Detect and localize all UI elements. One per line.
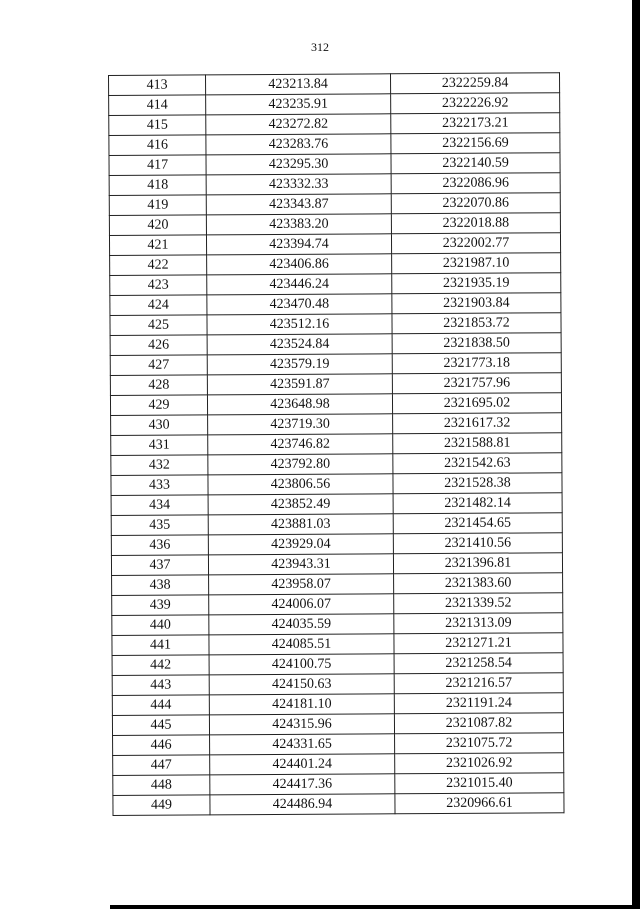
point-id-cell: 421: [109, 235, 206, 256]
y-coordinate-cell: 2320966.61: [395, 793, 564, 814]
y-coordinate-cell: 2321853.72: [392, 313, 561, 334]
y-coordinate-cell: 2322002.77: [391, 233, 560, 254]
x-coordinate-cell: 423213.84: [206, 74, 391, 95]
y-coordinate-cell: 2321339.52: [394, 593, 563, 614]
x-coordinate-cell: 423394.74: [206, 234, 391, 255]
x-coordinate-cell: 423383.20: [206, 214, 391, 235]
y-coordinate-cell: 2321528.38: [393, 473, 562, 494]
point-id-cell: 420: [109, 215, 206, 236]
x-coordinate-cell: 423272.82: [206, 114, 391, 135]
x-coordinate-cell: 423852.49: [208, 494, 393, 515]
table-row: [110, 293, 561, 316]
x-coordinate-cell: 424315.96: [209, 714, 394, 735]
table-row: [112, 573, 563, 596]
point-id-cell: 424: [110, 295, 207, 316]
scan-border-right: [632, 0, 640, 909]
point-id-cell: 449: [113, 795, 210, 816]
x-coordinate-cell: 424006.07: [209, 594, 394, 615]
table-row: [113, 753, 564, 776]
y-coordinate-cell: 2321313.09: [394, 613, 563, 634]
point-id-cell: 432: [111, 455, 208, 476]
point-id-cell: 445: [112, 715, 209, 736]
page-number: 312: [311, 40, 329, 54]
table-row: [113, 793, 564, 816]
table-row: [111, 553, 562, 576]
y-coordinate-cell: 2321695.02: [392, 393, 561, 414]
point-id-cell: 442: [112, 655, 209, 676]
x-coordinate-cell: 424417.36: [210, 774, 395, 795]
table-row: [110, 313, 561, 336]
point-id-cell: 427: [110, 355, 207, 376]
table-row: [111, 433, 562, 456]
x-coordinate-cell: 423470.48: [207, 294, 392, 315]
x-coordinate-cell: 423446.24: [207, 274, 392, 295]
table-row: [109, 153, 560, 176]
point-id-cell: 430: [111, 415, 208, 436]
x-coordinate-cell: 423648.98: [207, 394, 392, 415]
scan-border-bottom: [110, 905, 640, 909]
table-row: [111, 533, 562, 556]
x-coordinate-cell: 424035.59: [209, 614, 394, 635]
table-row: [110, 373, 561, 396]
y-coordinate-cell: 2321838.50: [392, 333, 561, 354]
y-coordinate-cell: 2322259.84: [390, 73, 559, 94]
point-id-cell: 440: [112, 615, 209, 636]
x-coordinate-cell: 423295.30: [206, 154, 391, 175]
coordinate-table: [108, 72, 565, 816]
table-row: [109, 173, 560, 196]
y-coordinate-cell: 2321026.92: [395, 753, 564, 774]
x-coordinate-cell: 423235.91: [206, 94, 391, 115]
table-row: [109, 133, 560, 156]
table-row: [109, 193, 560, 216]
table-row: [113, 733, 564, 756]
x-coordinate-cell: 423283.76: [206, 134, 391, 155]
point-id-cell: 416: [109, 135, 206, 156]
y-coordinate-cell: 2321075.72: [395, 733, 564, 754]
point-id-cell: 446: [113, 735, 210, 756]
x-coordinate-cell: 424085.51: [209, 634, 394, 655]
table-row: [112, 673, 563, 696]
table-row: [112, 693, 563, 716]
x-coordinate-cell: 423943.31: [208, 554, 393, 575]
y-coordinate-cell: 2322070.86: [391, 193, 560, 214]
coordinate-table-body: [109, 73, 565, 816]
y-coordinate-cell: 2321617.32: [393, 413, 562, 434]
x-coordinate-cell: 423806.56: [208, 474, 393, 495]
y-coordinate-cell: 2321454.65: [393, 513, 562, 534]
x-coordinate-cell: 423792.80: [208, 454, 393, 475]
x-coordinate-cell: 423746.82: [208, 434, 393, 455]
table-row: [111, 513, 562, 536]
point-id-cell: 415: [109, 115, 206, 136]
table-row: [110, 273, 561, 296]
point-id-cell: 438: [112, 575, 209, 596]
point-id-cell: 423: [110, 275, 207, 296]
y-coordinate-cell: 2321987.10: [392, 253, 561, 274]
table-row: [112, 713, 563, 736]
table-row: [111, 473, 562, 496]
y-coordinate-cell: 2321087.82: [394, 713, 563, 734]
table-row: [112, 613, 563, 636]
x-coordinate-cell: 424181.10: [209, 694, 394, 715]
table-row: [112, 593, 563, 616]
point-id-cell: 419: [109, 195, 206, 216]
y-coordinate-cell: 2321258.54: [394, 653, 563, 674]
y-coordinate-cell: 2321383.60: [394, 573, 563, 594]
x-coordinate-cell: 423332.33: [206, 174, 391, 195]
y-coordinate-cell: 2322226.92: [391, 93, 560, 114]
point-id-cell: 431: [111, 435, 208, 456]
point-id-cell: 436: [111, 535, 208, 556]
y-coordinate-cell: 2322173.21: [391, 113, 560, 134]
table-row: [109, 73, 560, 96]
point-id-cell: 443: [112, 675, 209, 696]
point-id-cell: 414: [109, 95, 206, 116]
point-id-cell: 413: [109, 75, 206, 96]
x-coordinate-cell: 424486.94: [210, 794, 395, 815]
point-id-cell: 439: [112, 595, 209, 616]
point-id-cell: 433: [111, 475, 208, 496]
table-row: [109, 113, 560, 136]
y-coordinate-cell: 2321015.40: [395, 773, 564, 794]
y-coordinate-cell: 2321542.63: [393, 453, 562, 474]
x-coordinate-cell: 423406.86: [207, 254, 392, 275]
x-coordinate-cell: 423579.19: [207, 354, 392, 375]
x-coordinate-cell: 423929.04: [208, 534, 393, 555]
table-row: [111, 413, 562, 436]
point-id-cell: 444: [112, 695, 209, 716]
y-coordinate-cell: 2321216.57: [394, 673, 563, 694]
y-coordinate-cell: 2321588.81: [393, 433, 562, 454]
x-coordinate-cell: 423524.84: [207, 334, 392, 355]
point-id-cell: 428: [110, 375, 207, 396]
y-coordinate-cell: 2321271.21: [394, 633, 563, 654]
x-coordinate-cell: 423512.16: [207, 314, 392, 335]
x-coordinate-cell: 424150.63: [209, 674, 394, 695]
y-coordinate-cell: 2322156.69: [391, 133, 560, 154]
x-coordinate-cell: 423343.87: [206, 194, 391, 215]
point-id-cell: 435: [111, 515, 208, 536]
y-coordinate-cell: 2322018.88: [391, 213, 560, 234]
table-row: [110, 333, 561, 356]
x-coordinate-cell: 424331.65: [210, 734, 395, 755]
y-coordinate-cell: 2322140.59: [391, 153, 560, 174]
table-row: [112, 653, 563, 676]
point-id-cell: 425: [110, 315, 207, 336]
point-id-cell: 437: [111, 555, 208, 576]
table-row: [111, 493, 562, 516]
y-coordinate-cell: 2321410.56: [393, 533, 562, 554]
x-coordinate-cell: 424401.24: [210, 754, 395, 775]
table-row: [110, 393, 561, 416]
table-row: [110, 253, 561, 276]
point-id-cell: 429: [110, 395, 207, 416]
y-coordinate-cell: 2322086.96: [391, 173, 560, 194]
point-id-cell: 447: [113, 755, 210, 776]
table-row: [110, 353, 561, 376]
x-coordinate-cell: 423591.87: [207, 374, 392, 395]
x-coordinate-cell: 423719.30: [208, 414, 393, 435]
point-id-cell: 426: [110, 335, 207, 356]
table-row: [111, 453, 562, 476]
y-coordinate-cell: 2321903.84: [392, 293, 561, 314]
x-coordinate-cell: 423881.03: [208, 514, 393, 535]
y-coordinate-cell: 2321396.81: [393, 553, 562, 574]
table-row: [109, 213, 560, 236]
table-row: [109, 233, 560, 256]
point-id-cell: 448: [113, 775, 210, 796]
x-coordinate-cell: 423958.07: [209, 574, 394, 595]
y-coordinate-cell: 2321191.24: [394, 693, 563, 714]
x-coordinate-cell: 424100.75: [209, 654, 394, 675]
y-coordinate-cell: 2321482.14: [393, 493, 562, 514]
y-coordinate-cell: 2321773.18: [392, 353, 561, 374]
point-id-cell: 417: [109, 155, 206, 176]
point-id-cell: 441: [112, 635, 209, 656]
point-id-cell: 418: [109, 175, 206, 196]
point-id-cell: 422: [110, 255, 207, 276]
table-row: [112, 633, 563, 656]
y-coordinate-cell: 2321757.96: [392, 373, 561, 394]
table-row: [113, 773, 564, 796]
y-coordinate-cell: 2321935.19: [392, 273, 561, 294]
point-id-cell: 434: [111, 495, 208, 516]
table-row: [109, 93, 560, 116]
